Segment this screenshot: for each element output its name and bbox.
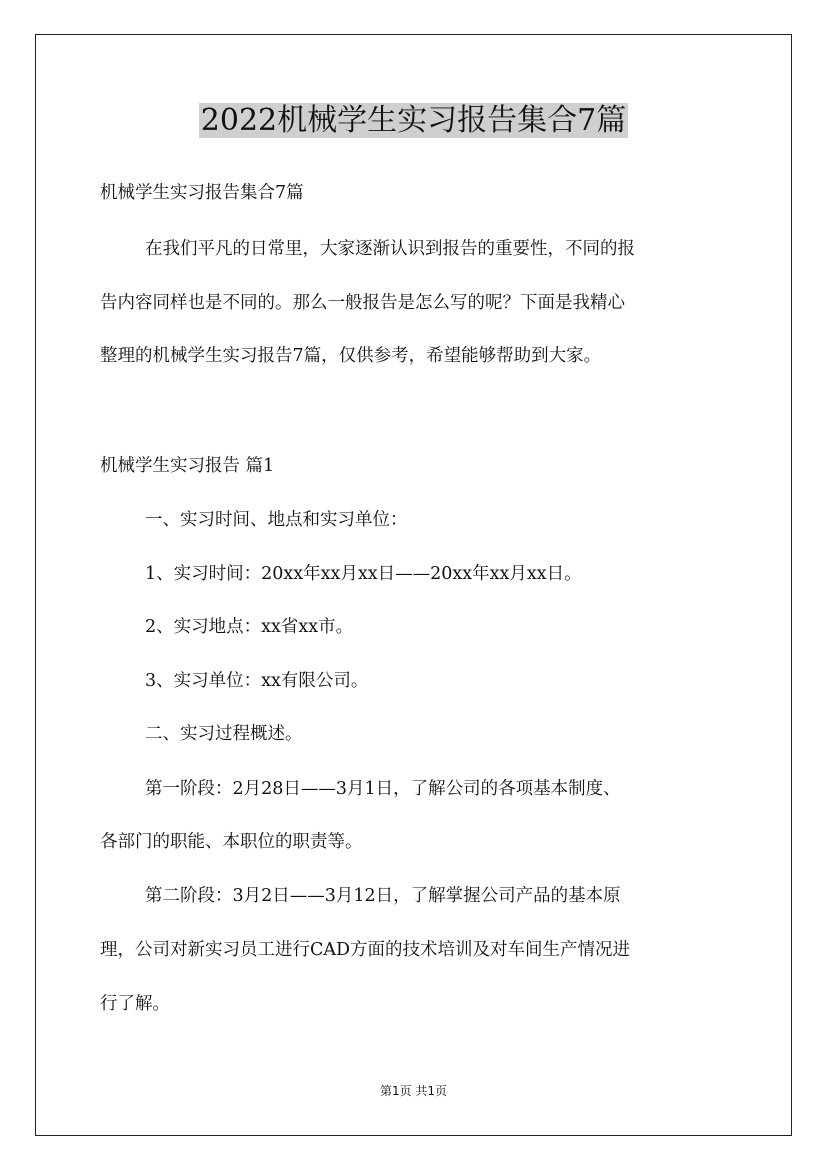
intro-line-2: 告内容同样也是不同的。那么一般报告是怎么写的呢？下面是我精心 <box>100 293 625 313</box>
document-title <box>0 97 827 145</box>
section-heading: 机械学生实习报告 篇1 <box>100 456 275 476</box>
stage1-line-2: 各部门的职能、本职位的职责等。 <box>100 832 363 852</box>
stage2-line-3: 行了解。 <box>100 994 170 1014</box>
intro-line-1: 在我们平凡的日常里，大家逐渐认识到报告的重要性，不同的报 <box>145 239 635 259</box>
document-title-text: 2022机械学生实习报告集合7篇 <box>200 103 627 138</box>
stage1-line-1: 第一阶段：2月28日——3月1日，了解公司的各项基本制度、 <box>145 779 621 799</box>
part2-heading: 二、实习过程概述。 <box>145 724 303 744</box>
part1-heading: 一、实习时间、地点和实习单位： <box>145 510 408 530</box>
list-item-unit: 3、实习单位：xx有限公司。 <box>145 671 369 691</box>
page-footer: 第1页 共1页 <box>379 1084 448 1098</box>
document-subtitle: 机械学生实习报告集合7篇 <box>100 183 304 203</box>
intro-line-3: 整理的机械学生实习报告7篇，仅供参考，希望能够帮助到大家。 <box>100 346 602 366</box>
stage2-line-1: 第二阶段：3月2日——3月12日，了解掌握公司产品的基本原 <box>145 886 621 906</box>
list-item-time: 1、实习时间：20xx年xx月xx日——20xx年xx月xx日。 <box>145 564 582 584</box>
stage2-line-2: 理，公司对新实习员工进行CAD方面的技术培训及对车间生产情况进 <box>100 940 631 960</box>
list-item-location: 2、实习地点：xx省xx市。 <box>145 617 354 637</box>
